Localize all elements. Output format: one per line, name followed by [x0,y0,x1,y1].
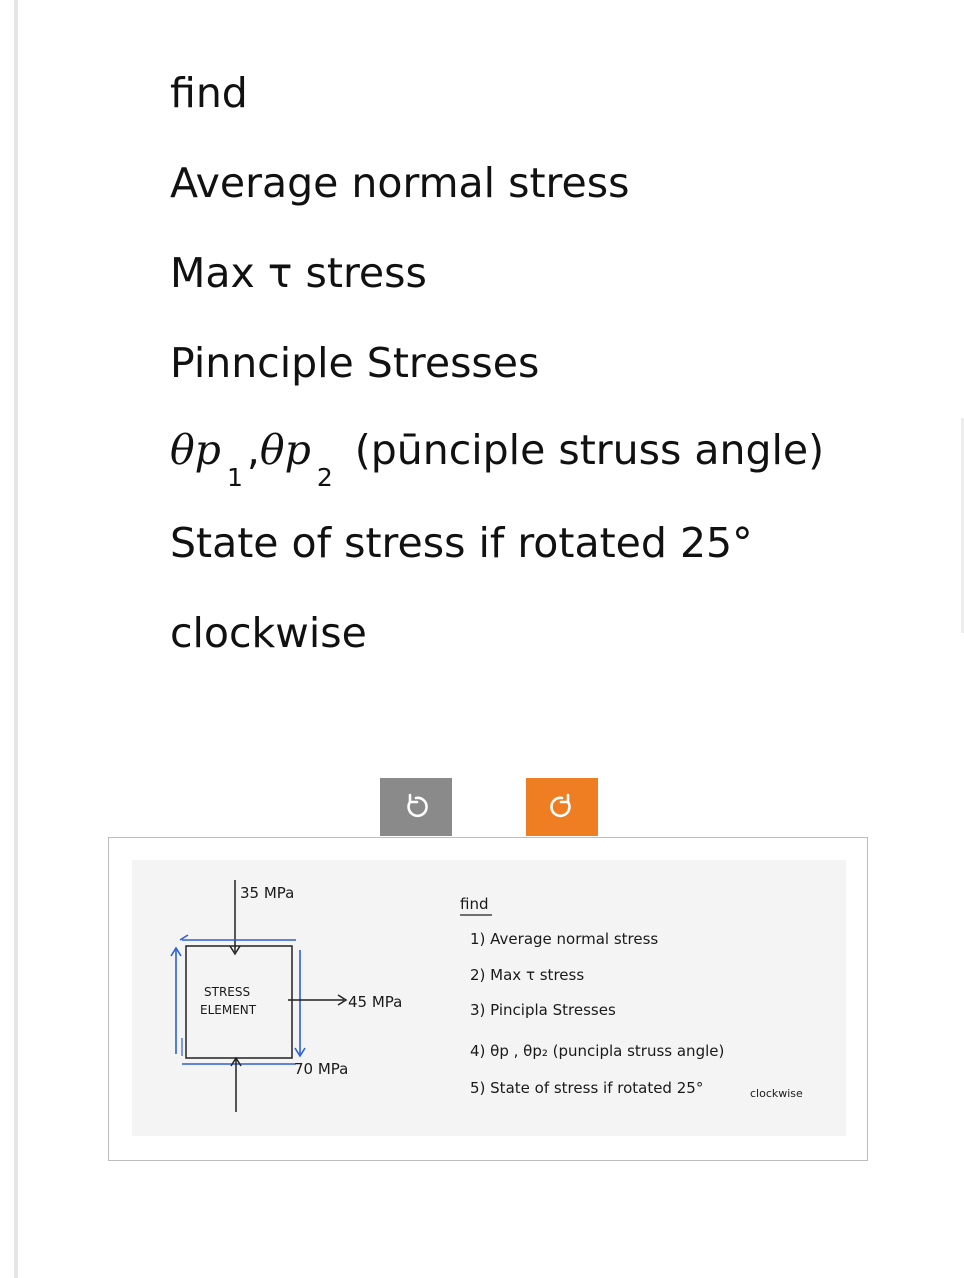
sketch-item-1: 1) Average normal stress [470,930,659,948]
left-border [14,0,18,1278]
theta-p1: θp [170,426,221,474]
bottom-load-label: 70 MPa [294,1060,349,1078]
question-item-rotated-direction: clockwise [170,609,367,657]
element-label-line2: ELEMENT [200,1003,257,1017]
theta-p2-subscript: 2 [316,463,333,492]
sketch-item-2: 2) Max τ stress [470,966,585,984]
question-item-principle-angles [170,425,825,492]
sketch-item-3: 3) Pincipla Stresses [470,1001,616,1019]
theta-note: (pūnciple struss angle) [354,426,825,474]
theta-p1-subscript: 1 [226,463,243,492]
question-item-max-shear-stress: Max τ stress [170,249,427,297]
rotate-counterclockwise-icon [401,792,431,822]
rotate-clockwise-icon [547,792,577,822]
theta-p2: θp [259,426,311,474]
question-item-rotated-state: State of stress if rotated 25° [170,519,753,567]
question-item-principle-stresses: Pinnciple Stresses [170,339,540,387]
theta-comma: , [246,426,260,474]
stress-element-box [186,946,292,1058]
question-find: find [170,69,248,117]
sketch-item-5-suffix: clockwise [750,1087,803,1100]
element-label-line1: STRESS [204,985,251,999]
question-item-average-normal-stress: Average normal stress [170,159,630,207]
handwritten-photo [132,860,846,1136]
top-load-label: 35 MPa [240,884,295,902]
right-load-label: 45 MPa [348,993,403,1011]
sketch-item-5: 5) State of stress if rotated 25° [470,1079,704,1097]
rotate-right-button[interactable] [526,778,598,836]
question-image-frame [108,837,868,1161]
sketch-item-4: 4) θp , θp₂ (puncipla struss angle) [470,1042,725,1060]
stress-element-sketch [132,860,846,1136]
sketch-find: find [460,895,489,913]
rotate-left-button[interactable] [380,778,452,836]
